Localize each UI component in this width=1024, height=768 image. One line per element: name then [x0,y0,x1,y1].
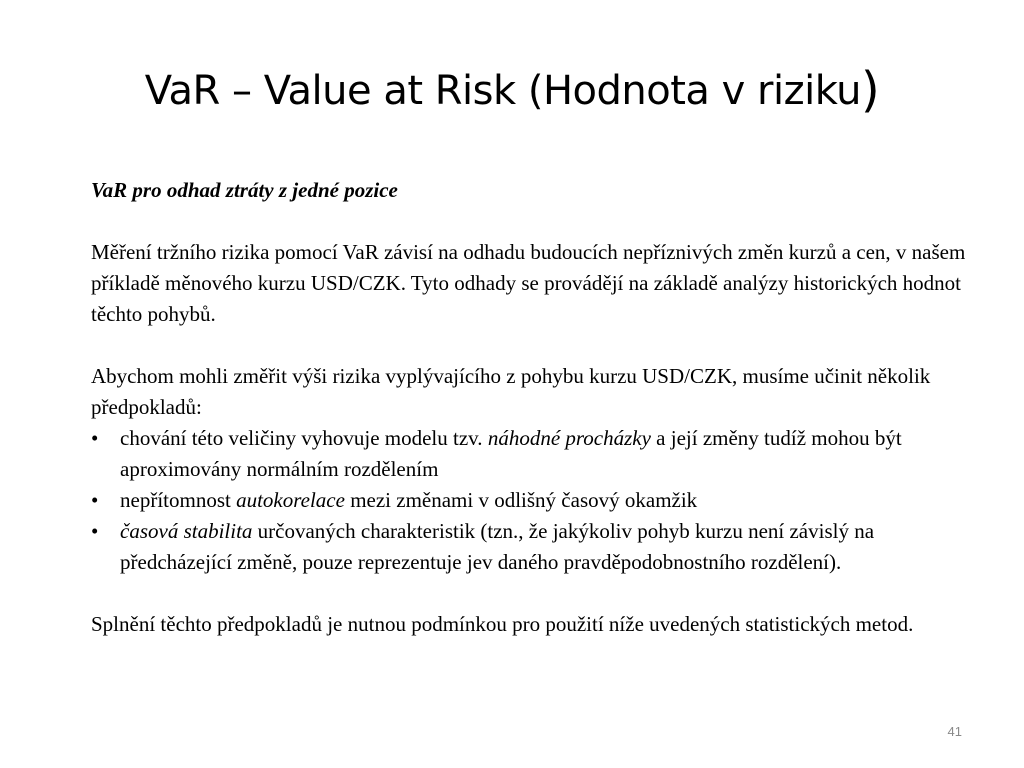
list-item [91,485,981,516]
bullet-text: určovaných charakteristik (tzn., že jakýkoliv pohyb kurzu není závislý na předcházející změně, pouze reprezentuje jev daného pravděpodobnostního rozdělení). [120,519,875,574]
bullet-text: mezi změnami v odlišný časový okamžik [344,488,698,512]
bullet-text: nepřítomnost [120,488,237,512]
bullet-marker: • [91,426,99,450]
bullet-emphasis: náhodné procházky [487,426,651,450]
list-item [91,516,981,578]
page-number: 41 [947,724,962,739]
bullet-emphasis: časová stabilita [120,519,253,543]
slide-title-close-paren: ) [860,62,880,118]
slide-title-text: VaR – Value at Risk (Hodnota v riziku [144,68,861,114]
bullet-marker: • [91,519,99,543]
assumption-list [91,423,981,578]
spacer [91,206,981,237]
bullet-emphasis: autokorelace [236,488,345,512]
paragraph-conclusion: Splnění těchto předpokladů je nutnou podmínkou pro použití níže uvedených statistických metod. [91,612,914,636]
bullet-marker: • [91,488,99,512]
slide-body [91,175,981,640]
paragraph-assumptions: Abychom mohli změřit výši rizika vyplývajícího z pohybu kurzu USD/CZK, musíme učinit několik předpokladů: [91,364,931,419]
paragraph-intro: Měření tržního rizika pomocí VaR závisí na odhadu budoucích nepříznivých změn kurzů a cen, v našem příkladě měnového kurzu USD/CZK. Tyto odhady se provádějí na základě analýzy historických hodnot těchto pohybů. [91,240,966,326]
spacer [91,330,981,361]
slide-title [0,62,1024,120]
bullet-text: a její změny tudíž mohou být aproximovány normálním rozdělením [120,426,902,481]
list-item [91,423,981,485]
bullet-text: chování této veličiny vyhovuje modelu tzv. [120,426,488,450]
section-subtitle: VaR pro odhad ztráty z jedné pozice [91,178,398,202]
spacer [91,578,981,609]
